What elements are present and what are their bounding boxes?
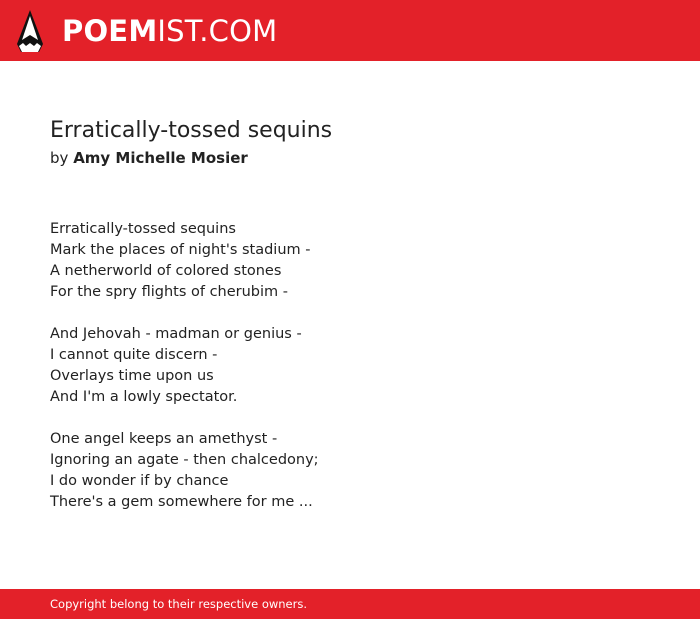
logo-text-light: IST.COM	[157, 14, 278, 48]
author-name[interactable]: Amy Michelle Mosier	[73, 149, 248, 167]
poem-line: There's a gem somewhere for me ...	[50, 494, 313, 510]
site-footer	[0, 589, 700, 619]
site-header	[0, 0, 700, 61]
poem-line: One angel keeps an amethyst -	[50, 431, 278, 447]
poem-line: Erratically-tossed sequins	[50, 221, 236, 237]
poem-line: Overlays time upon us	[50, 368, 214, 384]
logo-text-bold: POEM	[62, 14, 158, 48]
poem-line: A netherworld of colored stones	[50, 263, 282, 279]
pencil-icon[interactable]	[17, 10, 43, 52]
poem-line: Ignoring an agate - then chalcedony;	[50, 452, 319, 468]
stanza	[50, 429, 650, 513]
poem-line: And Jehovah - madman or genius -	[50, 326, 302, 342]
poem-line: I do wonder if by chance	[50, 473, 229, 489]
poem-body	[50, 219, 650, 513]
site-logo-link[interactable]	[62, 14, 277, 48]
poem-content	[50, 117, 650, 534]
poem-byline	[50, 148, 650, 168]
by-label: by	[50, 149, 69, 167]
poem-line: Mark the places of night's stadium -	[50, 242, 311, 258]
stanza	[50, 219, 650, 303]
poem-line: For the spry flights of cherubim -	[50, 284, 289, 300]
poem-line: I cannot quite discern -	[50, 347, 218, 363]
copyright-text: Copyright belong to their respective owners.	[50, 597, 308, 611]
poem-line: And I'm a lowly spectator.	[50, 389, 238, 405]
poem-title: Erratically-tossed sequins	[50, 118, 333, 143]
stanza	[50, 324, 650, 408]
